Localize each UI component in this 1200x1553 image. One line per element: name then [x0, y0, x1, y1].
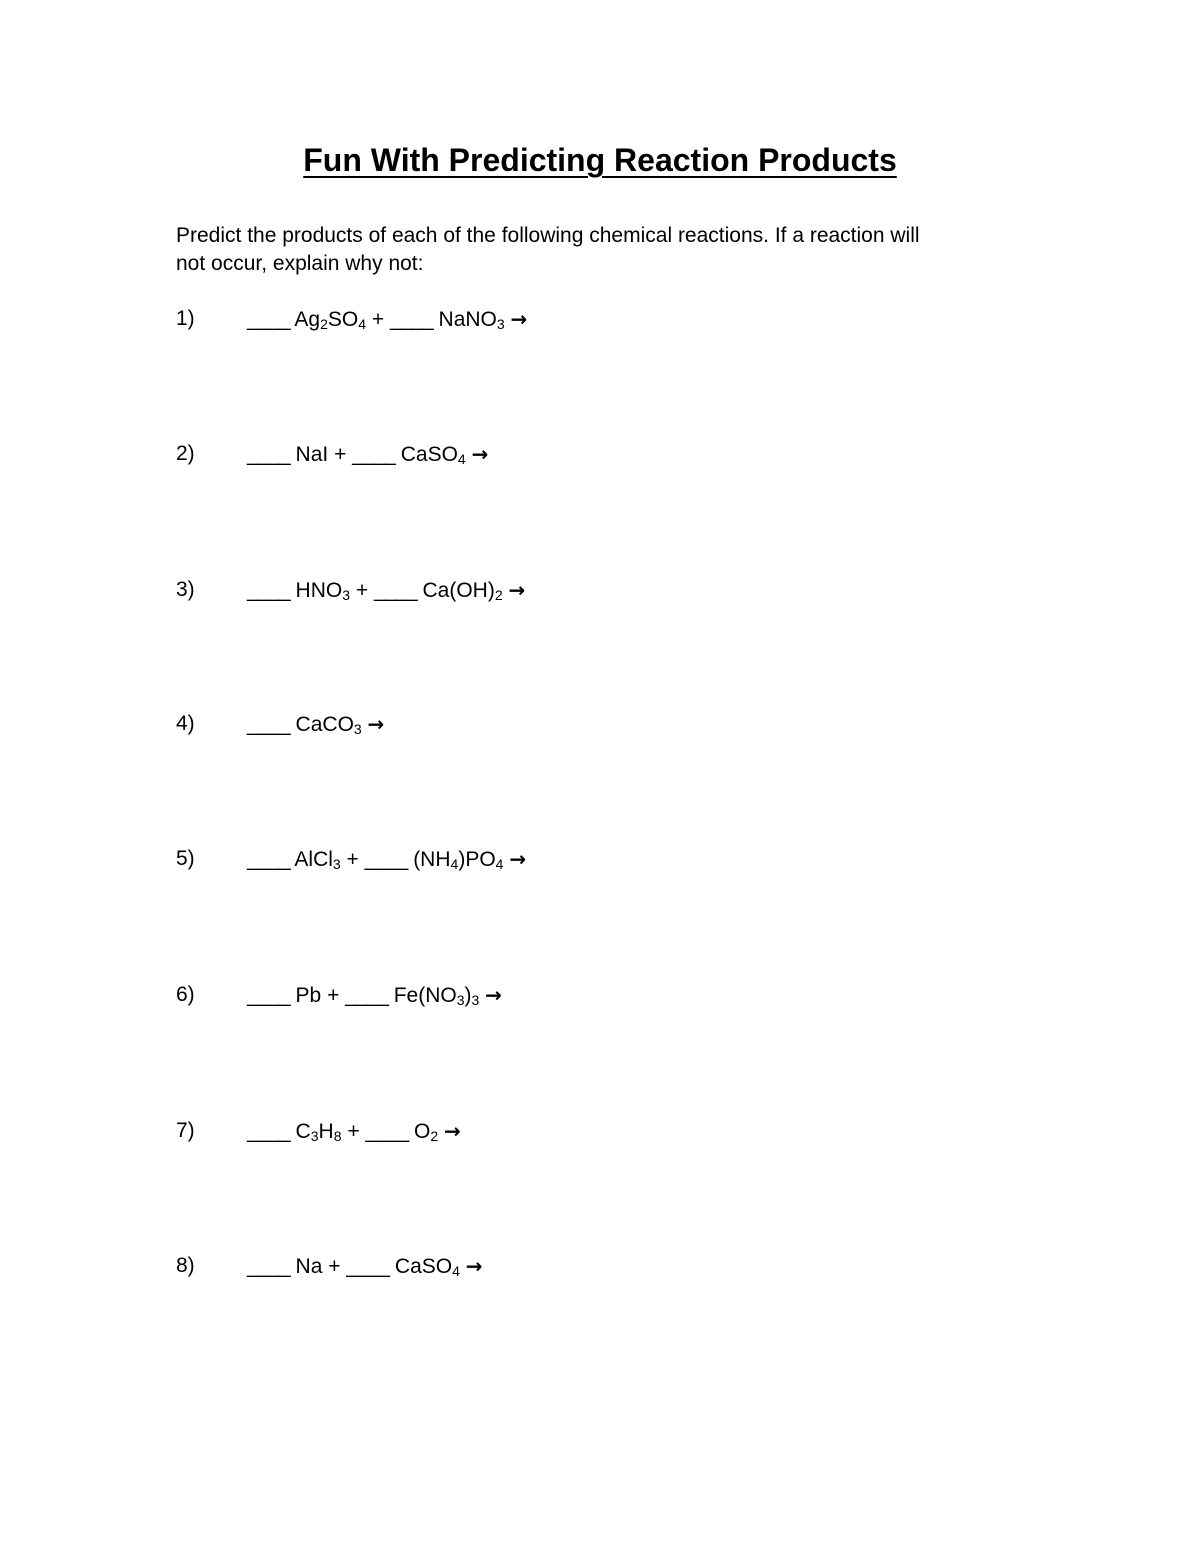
reaction-arrow-icon: →	[367, 712, 385, 736]
formula-text: +	[366, 308, 390, 331]
problem-number: 6)	[176, 983, 195, 1006]
coefficient-blank: ____	[247, 1255, 290, 1278]
instructions-text: Predict the products of each of the following chemical reactions. If a reaction will not occur, explain why not:	[176, 224, 920, 275]
coefficient-blank: ____	[247, 308, 290, 331]
formula-text: C	[289, 1120, 311, 1143]
coefficient-blank: ____	[346, 1255, 390, 1278]
reaction-equation	[247, 439, 488, 470]
problem-number: 3)	[176, 578, 195, 601]
formula-text: O	[408, 1120, 431, 1143]
subscript: 4	[495, 856, 504, 872]
subscript: 3	[310, 1128, 319, 1144]
reaction-equation	[247, 980, 502, 1011]
subscript: 4	[358, 316, 367, 332]
formula-text: )PO	[458, 848, 496, 871]
reaction-arrow-icon: →	[510, 307, 528, 331]
subscript: 4	[452, 1263, 460, 1279]
reaction-equation	[247, 1116, 461, 1147]
subscript: 3	[353, 721, 362, 737]
problem-number: 4)	[176, 712, 195, 735]
subscript: 8	[333, 1128, 342, 1144]
formula-text: HNO	[289, 579, 343, 602]
formula-text: AlCl	[289, 848, 333, 871]
subscript: 4	[450, 856, 459, 872]
formula-text: H	[318, 1120, 334, 1143]
formula-text: NaNO	[432, 308, 497, 331]
subscript: 2	[430, 1128, 439, 1144]
formula-text: (NH	[407, 848, 451, 871]
coefficient-blank: ____	[389, 308, 433, 331]
reaction-equation	[247, 709, 384, 740]
formula-text: CaSO	[389, 1255, 453, 1278]
formula-text: CaCO	[289, 713, 354, 736]
problem-number: 8)	[176, 1254, 195, 1277]
formula-text: CaSO	[394, 443, 458, 466]
reaction-equation	[247, 575, 525, 606]
reaction-arrow-icon: →	[508, 578, 526, 602]
formula-text: Ca(OH)	[416, 579, 495, 602]
formula-text: Na +	[289, 1255, 347, 1278]
coefficient-blank: ____	[247, 848, 290, 871]
coefficient-blank: ____	[247, 443, 290, 466]
problem-number: 1)	[176, 307, 195, 330]
reaction-arrow-icon: →	[509, 847, 527, 871]
coefficient-blank: ____	[373, 579, 417, 602]
problem-number: 2)	[176, 442, 195, 465]
coefficient-blank: ____	[247, 984, 290, 1007]
problem-number: 5)	[176, 847, 195, 870]
reaction-arrow-icon: →	[465, 1254, 483, 1278]
coefficient-blank: ____	[364, 848, 408, 871]
coefficient-blank: ____	[365, 1120, 409, 1143]
formula-text: +	[350, 579, 374, 602]
formula-text: Pb +	[289, 984, 346, 1007]
coefficient-blank: ____	[352, 443, 395, 466]
problem-number: 7)	[176, 1119, 195, 1142]
coefficient-blank: ____	[345, 984, 388, 1007]
reaction-equation	[247, 844, 526, 875]
formula-text: +	[341, 1120, 366, 1143]
subscript: 3	[496, 316, 505, 332]
formula-text: NaI +	[289, 443, 353, 466]
reaction-arrow-icon: →	[443, 1119, 461, 1143]
reaction-arrow-icon: →	[471, 442, 489, 466]
page-title: Fun With Predicting Reaction Products	[303, 142, 897, 178]
subscript: 3	[456, 992, 465, 1008]
coefficient-blank: ____	[247, 1120, 290, 1143]
subscript: 2	[494, 587, 503, 603]
subscript: 2	[320, 316, 328, 332]
formula-text: Ag	[289, 308, 321, 331]
formula-text: Fe(NO	[387, 984, 457, 1007]
formula-text: SO	[327, 308, 359, 331]
reaction-equation	[247, 1251, 483, 1282]
subscript: 3	[471, 992, 480, 1008]
coefficient-blank: ____	[247, 713, 290, 736]
reaction-equation	[247, 304, 527, 335]
formula-text: )	[464, 984, 472, 1007]
reaction-arrow-icon: →	[485, 983, 502, 1007]
subscript: 3	[332, 856, 341, 872]
subscript: 3	[342, 587, 351, 603]
formula-text: +	[340, 848, 365, 871]
coefficient-blank: ____	[247, 579, 290, 602]
subscript: 4	[457, 451, 466, 467]
